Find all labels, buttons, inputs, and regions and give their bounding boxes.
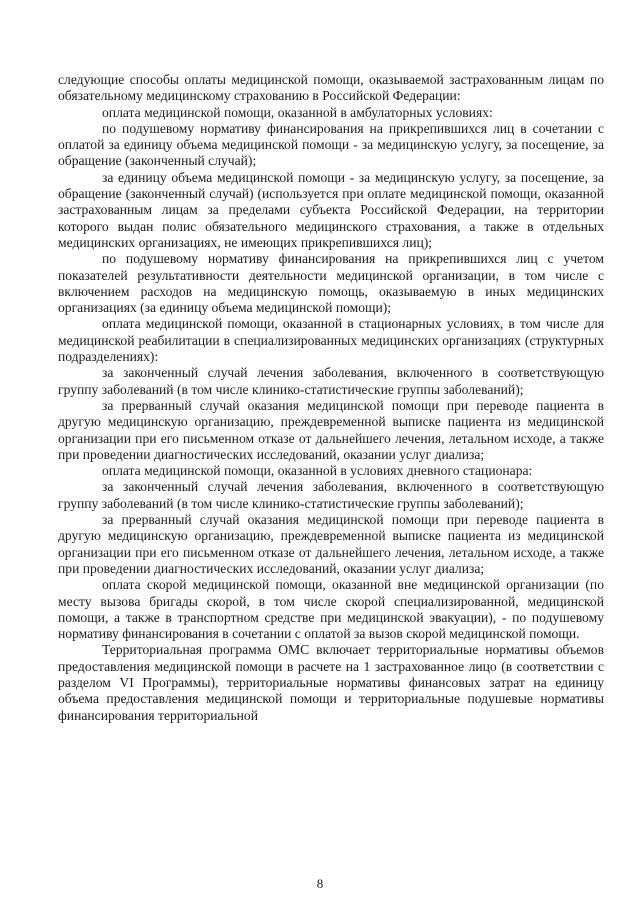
- paragraph-outpatient-performance: по подушевому нормативу финансирования на прикрепившихся лиц с учетом показателей результативности деятельности медицинской организации, в том числе с включением расходов на медицинскую помощь, оказываемую в иных медицинских организациях (за единицу объема медицинской помощи);: [58, 251, 604, 316]
- paragraph-day-hospital-completed-case: за законченный случай лечения заболевания, включенного в соответствующую группу заболеваний (в том числе клинико-статистические группы заболеваний);: [58, 479, 604, 511]
- document-body: [58, 72, 604, 724]
- paragraph-outpatient-heading: оплата медицинской помощи, оказанной в амбулаторных условиях:: [102, 104, 493, 120]
- paragraph-inpatient-heading: оплата медицинской помощи, оказанной в стационарных условиях, в том числе для медицинской реабилитации в специализированных медицинских организациях (структурных подразделениях):: [58, 316, 604, 365]
- paragraph-inpatient-completed-case: за законченный случай лечения заболевания, включенного в соответствующую группу заболеваний (в том числе клинико-статистические группы заболеваний);: [58, 365, 604, 397]
- page-number: 8: [316, 876, 324, 891]
- paragraph-day-hospital-interrupted-case: за прерванный случай оказания медицинской помощи при переводе пациента в другую медицинскую организацию, преждевременной выписке пациента из медицинской организации при его письменном отказе от дальнейшего лечения, летальном исходе, а также при проведении диагностических исследований, оказании услуг диализа;: [58, 512, 604, 576]
- paragraph-territorial-program: Территориальная программа ОМС включает территориальные нормативы объемов предоставления медицинской помощи в расчете на 1 застрахованное лицо (в соответствии с разделом VI Программы), территориальные нормативы финансовых затрат на единицу объема предоставления медицинской помощи и территориальные подушевые нормативы финансирования территориальной: [58, 642, 604, 723]
- paragraph-ambulance-payment: оплата скорой медицинской помощи, оказанной вне медицинской организации (по месту вызова бригады скорой, в том числе скорой специализированной, медицинской помощи, а также в транспортном средстве при медицинской эвакуации), - по подушевому нормативу финансирования в сочетании с оплатой за вызов скорой медицинской помощи.: [58, 577, 604, 642]
- paragraph-inpatient-interrupted-case: за прерванный случай оказания медицинской помощи при переводе пациента в другую медицинскую организацию, преждевременной выписке пациента из медицинской организации при его письменном отказе от дальнейшего лечения, летальном исходе, а также при проведении диагностических исследований, оказании услуг диализа;: [58, 397, 604, 462]
- paragraph-outpatient-per-unit: за единицу объема медицинской помощи - за медицинскую услугу, за посещение, за обращение (законченный случай) (используется при оплате медицинской помощи, оказанной застрахованным лицам за пределами субъекта Российской Федерации, на территории которого выдан полис обязательного медицинского страхования, а также в отдельных медицинских организациях, не имеющих прикрепившихся лиц);: [58, 169, 604, 250]
- paragraph-outpatient-per-capita: по подушевому нормативу финансирования на прикрепившихся лиц в сочетании с оплатой за единицу объема медицинской помощи - за медицинскую услугу, за посещение, за обращение (законченный случай);: [58, 120, 604, 169]
- paragraph-day-hospital-heading: оплата медицинской помощи, оказанной в условиях дневного стационара:: [102, 463, 533, 479]
- paragraph-payment-methods-intro: следующие способы оплаты медицинской помощи, оказываемой застрахованным лицам по обязательному медицинскому страхованию в Российской Федерации:: [58, 72, 604, 104]
